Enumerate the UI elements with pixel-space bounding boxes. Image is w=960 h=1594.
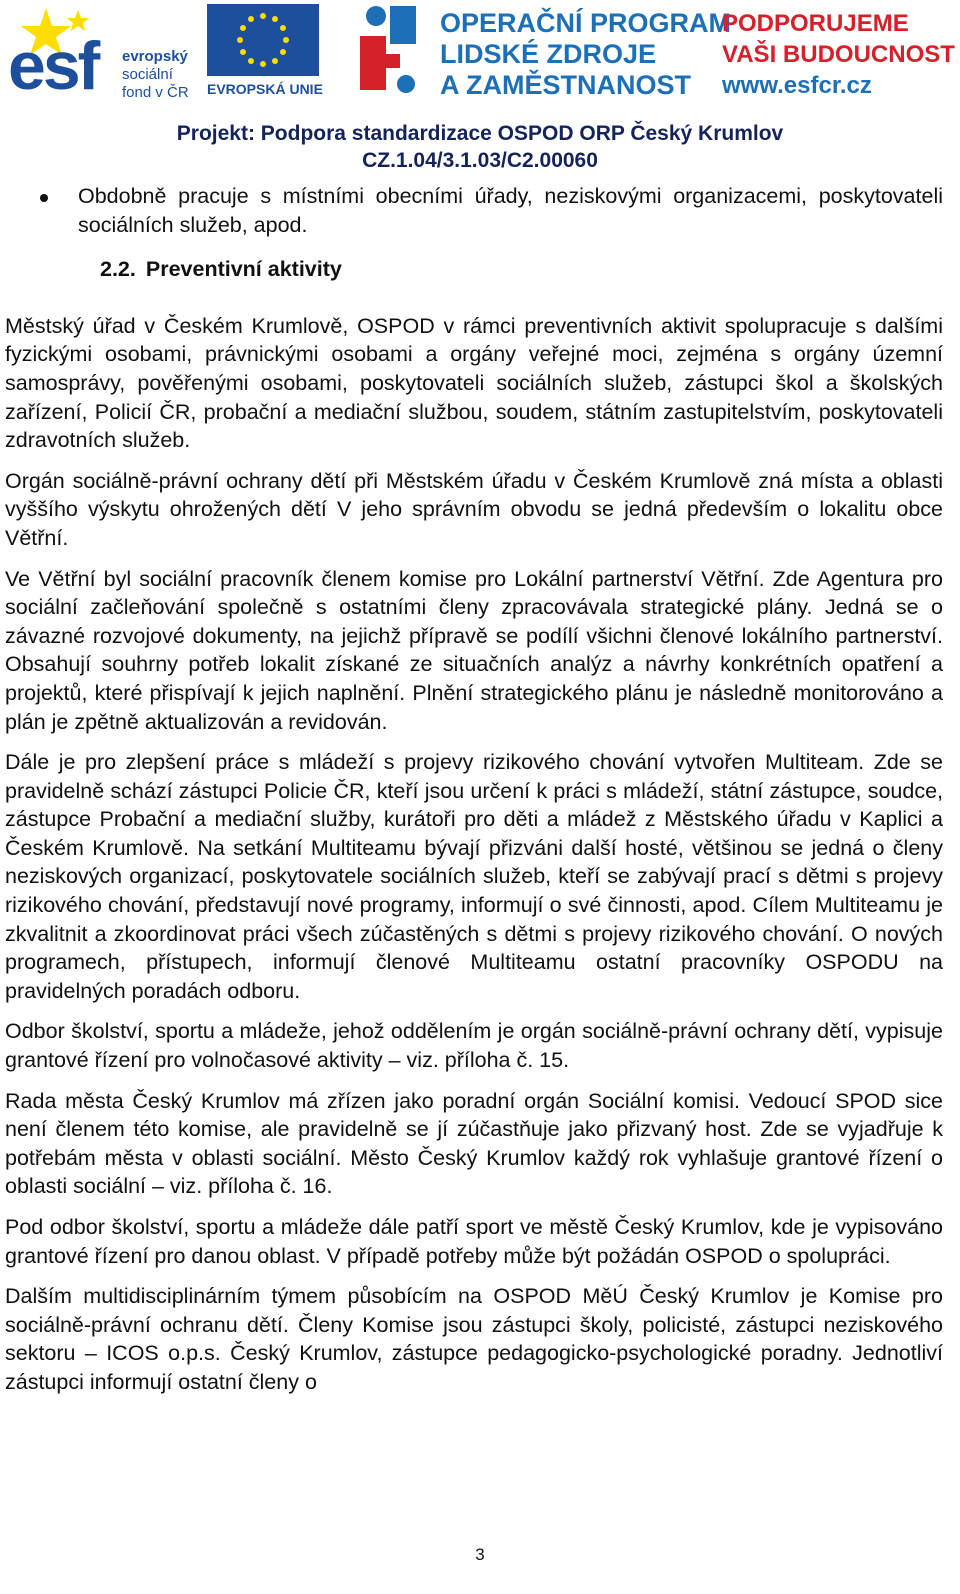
paragraph: Dalším multidisciplinárním týmem působícím na OSPOD MěÚ Český Krumlov je Komise pro sociálně-právní ochranu dětí. Členy Komise jsou zástupci školy, policisté, zástupci neziskového sektoru – ICOS o.p.s. Český Krumlov, zástupce pedagogicko-psychologické poradny. Jednotliví zástupci informují ostatní členy o <box>5 1284 943 1394</box>
paragraph: Dále je pro zlepšení práce s mládeží s projevy rizikového chování vytvořen Multiteam. Zde se pravidelně schází zástupci Policie ČR, kteří jsou určení k práci s mládeží, státní zástupce, soudce, zástupce Probační a mediační služby, kurátoři pro děti a mládež z Městského úřadu v Kaplici a Českém Krumlově. Na setkání Multiteamu bývají přizváni další hosté, většinou se jedná o členy neziskových organizací, poskytovatele sociálních služeb, kteří se zabývají prací s dětmi s projevy rizikového chování, představují nové programy, informují o své činnosti, apod. Cílem Multiteamu je zkvalitnit a zkoordinovat práci všech zúčastěných s dětmi s projevy rizikového chování. O nových programech, přístupech, informují členové Multiteamu ostatní pracovníky OSPODU na pravidelných poradách odboru. <box>5 750 943 1003</box>
pod-line2: VAŠI BUDOUCNOST <box>722 41 955 68</box>
document-header <box>0 0 960 110</box>
paragraph: Odbor školství, sportu a mládeže, jehož oddělením je orgán sociálně-právní ochrany dětí, vypisuje grantové řízení pro volnočasové aktivity – viz. příloha č. 15. <box>5 1019 943 1073</box>
op-people-icon <box>356 2 428 100</box>
paragraph: Ve Větřní byl sociální pracovník členem komise pro Lokální partnerství Větřní. Zde Agentura pro sociální začleňování společně s ostatními členy zpracovávala strategické plány. Jedná se o závazné rozvojové dokumenty, na jejichž přípravě se podílí všichni členové lokálního partnerství. Obsahují souhrny potřeb lokalit získané ze situačních analýz a návrhy konkrétních opatření a projektů, které přispívají k jejich naplnění. Plnění strategického plánu je následně monitorováno a plán je zpětně aktualizován a revidován. <box>5 566 943 734</box>
paragraph: Rada města Český Krumlov má zřízen jako poradní orgán Sociální komisi. Vedoucí SPOD sice není členem této komise, ale pravidelně se jí zúčastňuje jako přizvaný host. Zde se vyjadřuje k potřebám města v oblasti sociální. Město Český Krumlov každý rok vyhlašuje grantové řízení o oblasti sociální – viz. příloha č. 16. <box>5 1088 943 1199</box>
pod-url[interactable]: www.esfcr.cz <box>722 72 872 99</box>
project-title: Projekt: Podpora standardizace OSPOD ORP Český Krumlov <box>176 122 784 145</box>
paragraph: Pod odbor školství, sportu a mládeže dále patří sport ve městě Český Krumlov, kde je vypisováno grantové řízení pro danou oblast. V případě potřeby může být požádán OSPOD o spolupráci. <box>5 1215 943 1268</box>
esf-line2: sociální <box>122 66 173 83</box>
op-line1: OPERAČNÍ PROGRAM <box>440 8 732 38</box>
eu-logo <box>207 4 323 100</box>
eu-flag-icon <box>207 4 319 76</box>
page-number: 3 <box>475 1545 485 1564</box>
project-code: CZ.1.04/3.1.03/C2.00060 <box>362 149 598 172</box>
heading-number: 2.2. <box>100 257 136 282</box>
section-heading <box>100 255 943 284</box>
esf-letters: esf <box>8 28 98 104</box>
pod-line1: PODPORUJEME <box>722 10 909 37</box>
eu-label: EVROPSKÁ UNIE <box>207 81 323 97</box>
esf-line1: evropský <box>122 48 188 65</box>
bullet-text: Obdobně pracuje s místními obecními úřady, neziskovými organizacemi, poskytovateli sociálních služeb, apod. <box>78 184 943 237</box>
podporujeme-text <box>722 8 955 101</box>
heading-text: Preventivní aktivity <box>145 257 342 282</box>
op-program-text <box>440 8 731 101</box>
bullet-dot-icon <box>40 194 48 202</box>
esf-line3: fond v ČR <box>122 84 189 101</box>
paragraph: Orgán sociálně-právní ochrany dětí při Městském úřadu v Českém Krumlově zná místa a oblasti vyššího výskytu ohrožených dětí V jeho správním obvodu se jedná především o lokalitu obce Větřní. <box>5 468 943 550</box>
op-line2: LIDSKÉ ZDROJE <box>440 39 657 69</box>
paragraph: Městský úřad v Českém Krumlově, OSPOD v rámci preventivních aktivit spolupracuje s dalšími fyzickými osobami, právnickými osobami a orgány veřejné moci, zejména s orgány územní samosprávy, pověřenými osobami, poskytovateli sociálních služeb, zástupci škol a školských zařízení, Policií ČR, probační a mediační službou, soudem, státním zastupitelstvím, poskytovateli zdravotních služeb. <box>5 313 943 453</box>
esf-logo <box>8 6 198 104</box>
bullet-item <box>5 182 943 239</box>
op-line3: A ZAMĚSTNANOST <box>440 70 691 100</box>
document-body <box>5 182 943 1409</box>
